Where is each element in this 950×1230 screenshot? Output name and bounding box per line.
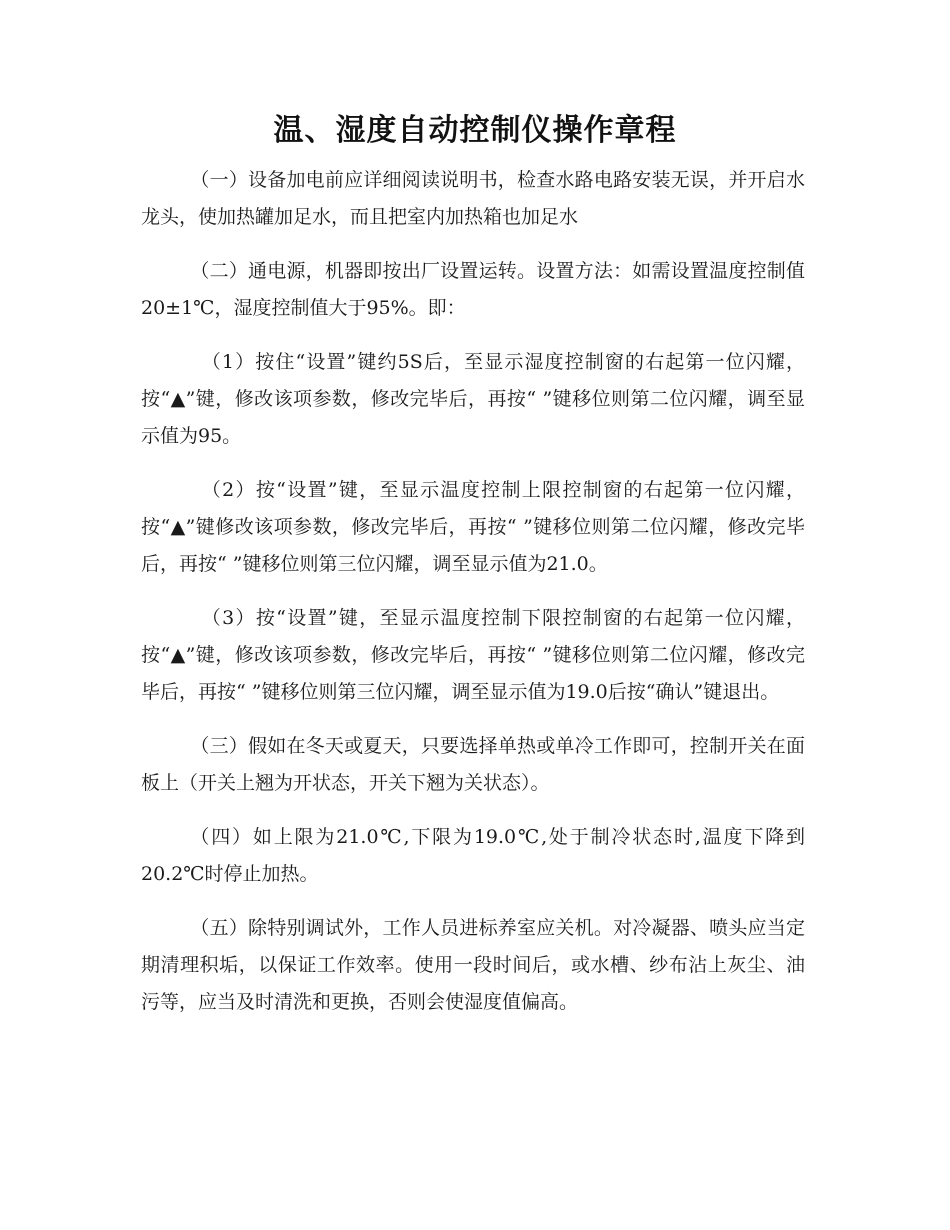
document-title: 温、湿度自动控制仪操作章程 [273,113,677,148]
paragraph-2-step-2: （2）按“设置”键，至显示温度控制上限控制窗的右起第一位闪耀，按“▲”键修改该项参数，修改完毕后，再按“ ”键移位则第二位闪耀，修改完毕后，再按“ ”键移位则第三位闪耀，调至显示值为21.0。 [141,479,805,575]
document-body [141,162,805,1038]
paragraph-4: （四）如上限为21.0℃,下限为19.0℃,处于制冷状态时,温度下降到20.2℃时停止加热。 [141,826,805,885]
paragraph-2: （二）通电源，机器即按出厂设置运转。设置方法：如需设置温度控制值20±1℃，湿度控制值大于95%。即： [141,260,805,319]
paragraph-5: （五）除特别调试外，工作人员进标养室应关机。对冷凝器、喷头应当定期清理积垢，以保证工作效率。使用一段时间后，或水槽、纱布沾上灰尘、油污等，应当及时清洗和更换，否则会使湿度值偏高。 [141,917,805,1013]
paragraph-2-step-1: （1）按住“设置”键约5S后，至显示湿度控制窗的右起第一位闪耀，按“▲”键，修改该项参数，修改完毕后，再按“ ”键移位则第二位闪耀，调至显示值为95。 [141,351,805,447]
paragraph-2-step-3: （3）按“设置”键，至显示温度控制下限控制窗的右起第一位闪耀，按“▲”键，修改该项参数，修改完毕后，再按“ ”键移位则第二位闪耀，修改完毕后，再按“ ”键移位则第三位闪耀，调至显示值为19.0后按“确认”键退出。 [141,607,805,703]
paragraph-3: （三）假如在冬天或夏天，只要选择单热或单冷工作即可，控制开关在面板上（开关上翘为开状态，开关下翘为关状态）。 [141,735,805,794]
paragraph-1: （一）设备加电前应详细阅读说明书，检查水路电路安装无误，并开启水龙头，使加热罐加足水，而且把室内加热箱也加足水 [141,169,805,228]
